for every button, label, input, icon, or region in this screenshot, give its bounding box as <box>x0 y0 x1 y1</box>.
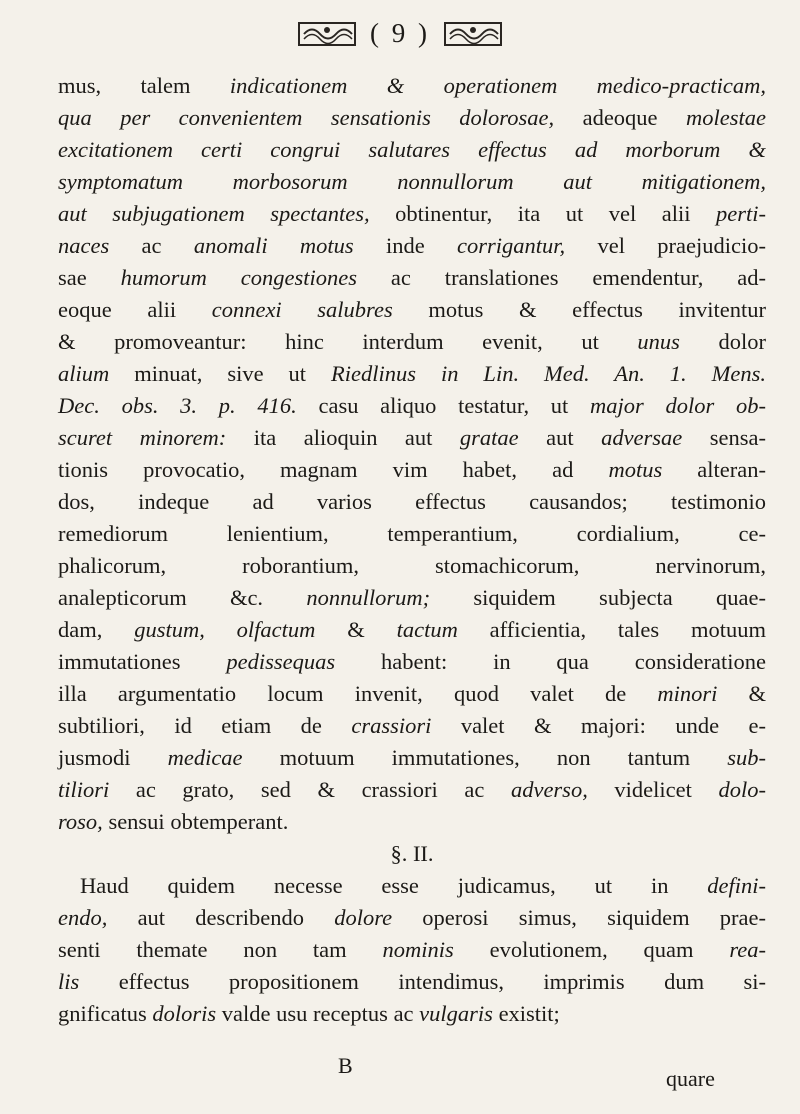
text-run: sensui obtemperant. <box>102 809 289 834</box>
text-run: habent: in qua consideratione <box>335 649 766 674</box>
text-run: illa argumentatio locum invenit, quod valet de <box>58 681 658 706</box>
italic-run: motus <box>608 457 663 482</box>
text-run: mus, talem <box>58 73 230 98</box>
text-line <box>58 870 766 902</box>
section-heading: §. II. <box>390 841 434 866</box>
italic-run: excitationem certi congrui salutares effectus ad morborum & <box>58 137 766 162</box>
italic-run: molestae <box>686 105 766 130</box>
text-run: inde <box>353 233 458 258</box>
text-run: effectus propositionem intendimus, imprimis dum si- <box>79 969 766 994</box>
text-line <box>58 614 766 646</box>
paragraph-1 <box>58 70 766 838</box>
text-run: & promoveantur: hinc interdum evenit, ut <box>58 329 638 354</box>
italic-run: Riedlinus in Lin. Med. An. 1. Mens. <box>331 361 766 386</box>
text-run: vel praejudicio- <box>565 233 766 258</box>
text-run: ac grato, sed & crassiori ac <box>109 777 511 802</box>
text-line <box>58 198 766 230</box>
text-line <box>58 902 766 934</box>
text-line <box>58 806 766 838</box>
italic-run: vulgaris <box>419 1001 493 1026</box>
italic-run: sub- <box>727 745 766 770</box>
italic-run: adverso, <box>510 777 588 802</box>
italic-run: anomali motus <box>193 233 354 258</box>
italic-run: aut subjugationem spectantes, <box>58 201 370 226</box>
text-run: jusmodi <box>58 745 168 770</box>
text-run: operosi simus, siquidem prae- <box>392 905 766 930</box>
italic-run: defini- <box>707 873 766 898</box>
text-run: adeoque <box>554 105 687 130</box>
text-run: aut describendo <box>107 905 335 930</box>
italic-run: adversae <box>601 425 683 450</box>
paragraph-2 <box>58 870 766 1030</box>
italic-run: nonnullorum; <box>306 585 431 610</box>
text-run: remediorum lenientium, temperantium, cordialium, ce- <box>58 521 766 546</box>
text-line <box>58 294 766 326</box>
text-run: motuum immutationes, non tantum <box>242 745 728 770</box>
text-line <box>58 518 766 550</box>
italic-run: dolore <box>334 905 393 930</box>
italic-run: roso, <box>58 809 103 834</box>
text-line <box>58 998 766 1030</box>
signature-mark: B <box>338 1053 353 1078</box>
italic-run: alium <box>58 361 110 386</box>
italic-run: Dec. obs. 3. p. 416. <box>58 393 297 418</box>
text-line <box>58 774 766 806</box>
text-run: obtinentur, ita ut vel alii <box>369 201 716 226</box>
text-run: casu aliquo testatur, ut <box>296 393 591 418</box>
text-run: existit; <box>492 1001 560 1026</box>
text-run: alteran- <box>662 457 767 482</box>
text-run: videlicet <box>587 777 719 802</box>
italic-run: doloris <box>152 1001 217 1026</box>
text-line <box>58 422 766 454</box>
text-line <box>58 326 766 358</box>
text-line <box>58 262 766 294</box>
italic-run: crassiori <box>351 713 432 738</box>
text-line <box>58 70 766 102</box>
text-line <box>58 390 766 422</box>
page-header <box>0 18 800 49</box>
italic-run: gratae <box>459 425 519 450</box>
italic-run: humorum congestiones <box>120 265 358 290</box>
text-run: dolor <box>679 329 766 354</box>
text-run: dos, indeque ad varios effectus causandos; testimonio <box>58 489 766 514</box>
italic-run: tactum <box>396 617 458 642</box>
text-run: senti themate non tam <box>58 937 383 962</box>
text-run: sae <box>58 265 121 290</box>
text-line <box>58 646 766 678</box>
ornament-right-icon <box>444 21 502 47</box>
italic-run: perti- <box>715 201 766 226</box>
text-run: dam, <box>58 617 135 642</box>
text-line <box>58 102 766 134</box>
text-run: motus & effectus invitentur <box>392 297 767 322</box>
text-run: ac translationes emendentur, ad- <box>357 265 766 290</box>
text-line <box>58 966 766 998</box>
text-run: aut <box>518 425 602 450</box>
text-line <box>58 742 766 774</box>
text-run: immutationes <box>58 649 227 674</box>
italic-run: pedissequas <box>226 649 336 674</box>
italic-run: indicationem & operationem medico-practicam, <box>229 73 767 98</box>
text-line <box>58 486 766 518</box>
text-run: minuat, sive ut <box>109 361 331 386</box>
text-line <box>58 134 766 166</box>
text-run: evolutionem, quam <box>453 937 730 962</box>
text-line <box>58 230 766 262</box>
text-line <box>58 166 766 198</box>
text-line <box>58 582 766 614</box>
text-line <box>58 454 766 486</box>
italic-run: scuret minorem: <box>58 425 227 450</box>
text-run: valet & majori: unde e- <box>431 713 766 738</box>
italic-run: naces <box>58 233 110 258</box>
text-line <box>58 678 766 710</box>
text-line <box>58 710 766 742</box>
italic-run: major dolor ob- <box>590 393 766 418</box>
italic-run: gustum, olfactum <box>134 617 316 642</box>
italic-run: nominis <box>382 937 454 962</box>
italic-run: minori <box>657 681 718 706</box>
text-run: Haud quidem necesse esse judicamus, ut in <box>80 873 708 898</box>
page-number: ( 9 ) <box>370 18 430 48</box>
catchword: quare <box>666 1066 715 1091</box>
text-run: valde usu receptus ac <box>216 1001 420 1026</box>
text-run: analepticorum &c. <box>58 585 307 610</box>
text-run: siquidem subjecta quae- <box>430 585 766 610</box>
italic-run: endo, <box>58 905 108 930</box>
italic-run: medicae <box>167 745 243 770</box>
text-line <box>58 934 766 966</box>
text-run: tionis provocatio, magnam vim habet, ad <box>58 457 609 482</box>
italic-run: symptomatum morbosorum nonnullorum aut mitigationem, <box>58 169 766 194</box>
text-run: ac <box>109 233 194 258</box>
text-line <box>58 358 766 390</box>
text-run: gnificatus <box>58 1001 153 1026</box>
body-text <box>58 70 766 1030</box>
text-run: eoque alii <box>58 297 212 322</box>
text-run: ita alioquin aut <box>226 425 460 450</box>
text-run: phalicorum, roborantium, stomachicorum, nervinorum, <box>58 553 766 578</box>
text-run: sensa- <box>682 425 766 450</box>
ornament-left-icon <box>298 21 356 47</box>
text-run: & <box>315 617 397 642</box>
italic-run: tiliori <box>58 777 110 802</box>
italic-run: rea- <box>729 937 767 962</box>
text-run: subtiliori, id etiam de <box>58 713 352 738</box>
italic-run: corrigantur, <box>457 233 566 258</box>
italic-run: qua per convenientem sensationis dolorosae, <box>58 105 555 130</box>
italic-run: lis <box>58 969 80 994</box>
italic-run: dolo- <box>718 777 766 802</box>
italic-run: unus <box>637 329 680 354</box>
text-line <box>58 550 766 582</box>
text-run: & <box>717 681 766 706</box>
italic-run: connexi salubres <box>211 297 393 322</box>
text-run: afficientia, tales motuum <box>457 617 766 642</box>
